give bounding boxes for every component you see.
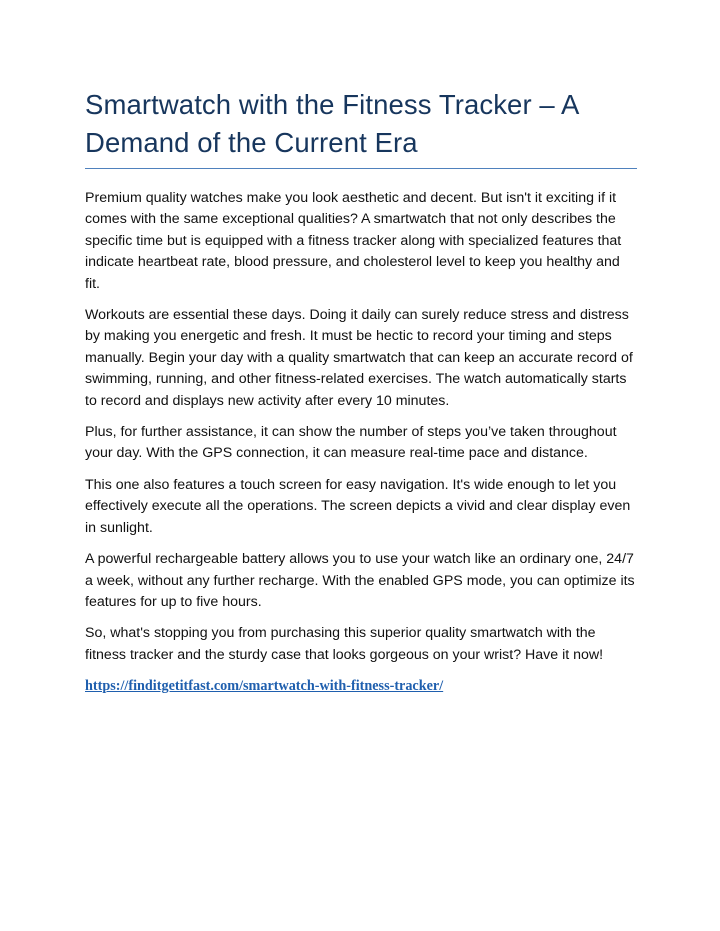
paragraph-workouts: Workouts are essential these days. Doing it daily can surely reduce stress and distress by making you energetic and fresh. It must be hectic to record your timing and steps manually. Begin your day with a quality smartwatch that can keep an accurate record of swimming, running, and other fitness-related exercises. The watch automatically starts to record and displays new activity after every 10 minutes.: [85, 307, 633, 409]
paragraph-battery: A powerful rechargeable battery allows you to use your watch like an ordinary one, 24/7 a week, without any further recharge. With the enabled GPS mode, you can optimize its features for up to five hours.: [85, 551, 635, 610]
product-link[interactable]: https://finditgetitfast.com/smartwatch-with-fitness-tracker/: [85, 678, 444, 695]
document-body: [85, 188, 637, 697]
document-page: [85, 86, 637, 697]
document-title: Smartwatch with the Fitness Tracker – A Demand of the Current Era: [85, 86, 637, 169]
paragraph-closing: So, what's stopping you from purchasing this superior quality smartwatch with the fitness tracker and the sturdy case that looks gorgeous on your wrist? Have it now!: [85, 625, 604, 663]
paragraph-intro: Premium quality watches make you look aesthetic and decent. But isn't it exciting if it comes with the same exceptional qualities? A smartwatch that not only describes the specific time but is equipped with a fitness tracker along with specialized features that indicate heartbeat rate, blood pressure, and cholesterol level to keep you healthy and fit.: [85, 190, 622, 292]
paragraph-touch-screen: This one also features a touch screen for easy navigation. It's wide enough to let you effectively execute all the operations. The screen depicts a vivid and clear display even in sunlight.: [85, 476, 631, 536]
paragraph-steps-gps: Plus, for further assistance, it can show the number of steps you’ve taken throughout your day. With the GPS connection, it can measure real-time pace and distance.: [85, 424, 617, 462]
